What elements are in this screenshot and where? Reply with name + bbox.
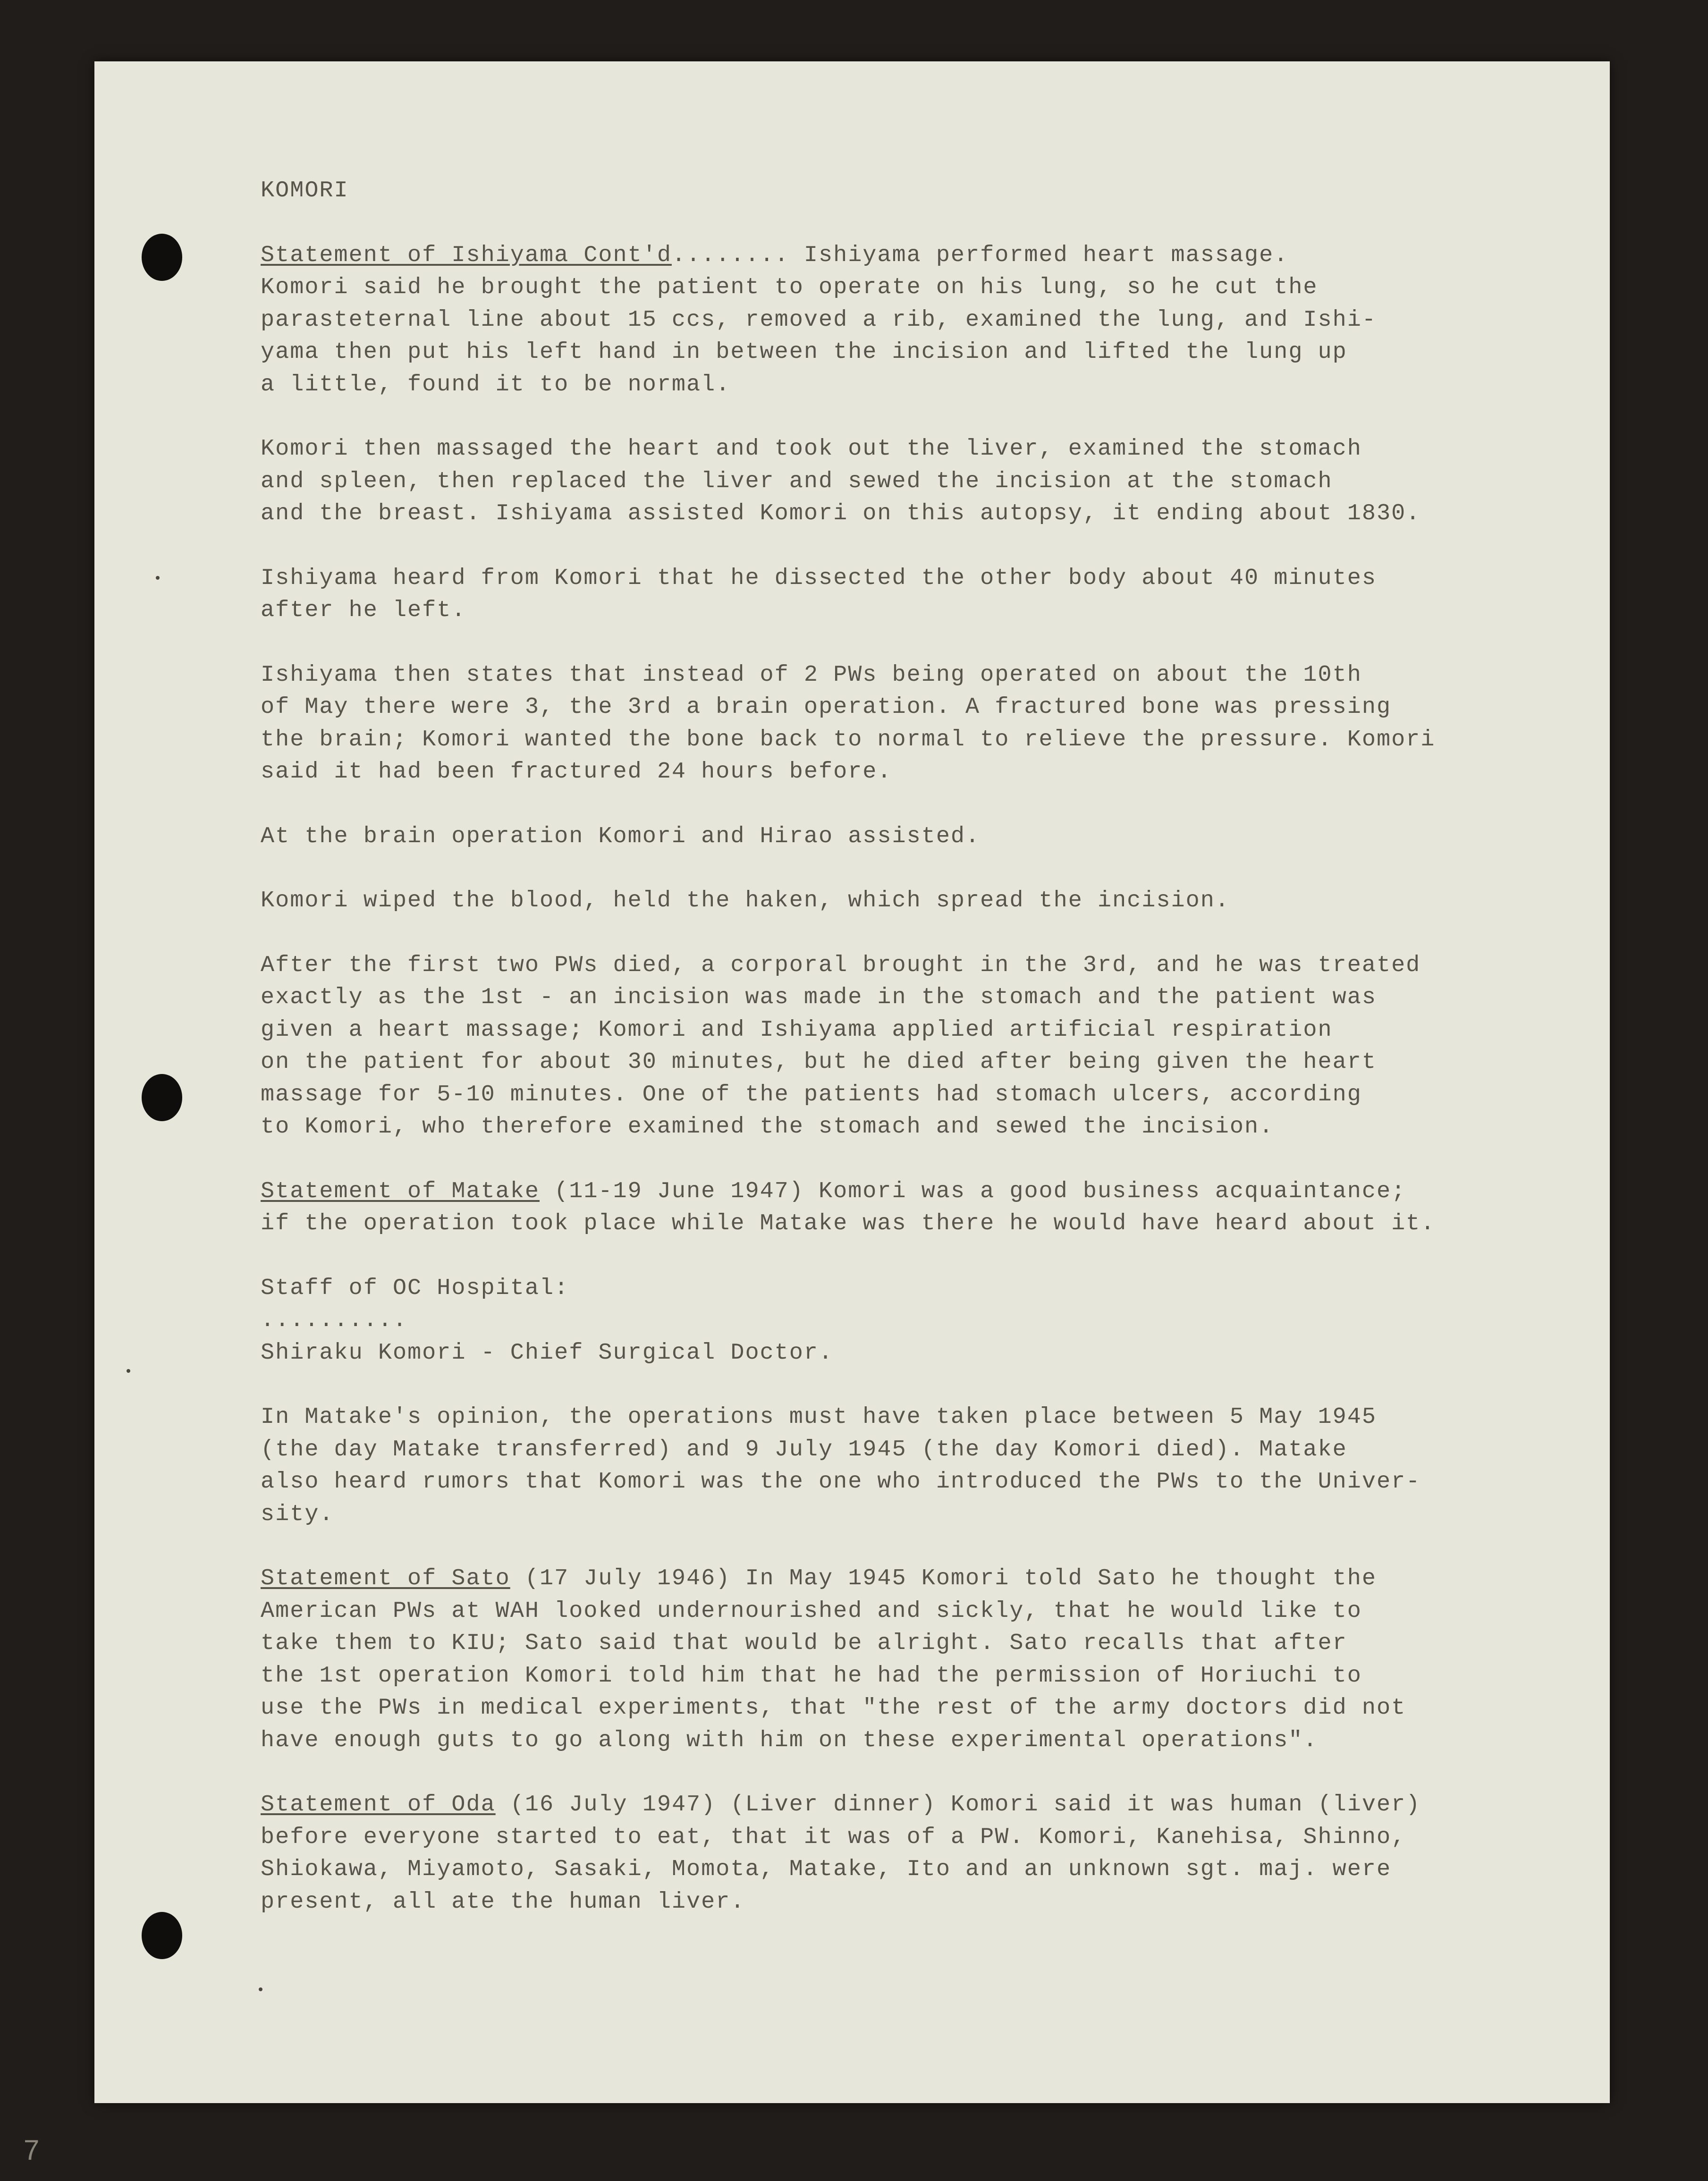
paragraph-ishiyama: Statement of Ishiyama Cont'd........ Ishiyama performed heart massage. Komori said he brought the patient to operate on his lung, so he cut the parasteternal line about 15 ccs, removed a rib, examined the lung, and Ishi- yama then put his left hand in between the incision and lifted the lung up a little, found it to be normal. <box>261 242 1377 397</box>
document-heading: KOMORI <box>261 178 349 203</box>
paragraph-sato: Statement of Sato (17 July 1946) In May 1945 Komori told Sato he thought the American PWs at WAH looked undernourished and sickly, that he would like to take them to KIU; Sato said that would be alright. Sato recalls that after the 1st operation Komori told him that he had the permission of Horiuchi to use the PWs in medical experiments, that "the rest of the army doctors did not have enough guts to go along with him on these experimental operations". <box>261 1565 1406 1753</box>
punch-hole <box>142 234 182 281</box>
paragraph-third-pw: After the first two PWs died, a corporal brought in the 3rd, and he was treated exactly as the 1st - an incision was made in the stomach and the patient was given a heart massage; Komori and Ishiyama applied artificial respiration on the patient for about 30 minutes, but he died after being given the heart massage for 5-10 minutes. One of the patients had stomach ulcers, according to Komori, who therefore examined the stomach and sewed the incision. <box>261 952 1421 1140</box>
document-text <box>261 175 1601 1950</box>
punch-hole <box>142 1074 182 1121</box>
section-title-sato: Statement of Sato <box>261 1565 510 1591</box>
section-title-ishiyama: Statement of Ishiyama Cont'd <box>261 242 672 268</box>
paragraph-haken: Komori wiped the blood, held the haken, which spread the incision. <box>261 888 1230 913</box>
paragraph-matake-opinion: In Matake's opinion, the operations must have taken place between 5 May 1945 (the day Matake transferred) and 9 July 1945 (the day Komori died). Matake also heard rumors that Komori was the one who introduced the PWs to the Univer- sity. <box>261 1404 1421 1527</box>
paragraph-staff: Staff of OC Hospital: .......... Shiraku Komori - Chief Surgical Doctor. <box>261 1275 834 1366</box>
paragraph-oda: Statement of Oda (16 July 1947) (Liver dinner) Komori said it was human (liver) before everyone started to eat, that it was of a PW. Komori, Kanehisa, Shinno, Shiokawa, Miyamoto, Sasaki, Momota, Matake, Ito and an unknown sgt. maj. were present, all ate the human liver. <box>261 1792 1421 1915</box>
section-title-oda: Statement of Oda <box>261 1792 496 1818</box>
section-title-matake: Statement of Matake <box>261 1178 540 1204</box>
punch-hole <box>142 1912 182 1959</box>
paragraph-autopsy: Komori then massaged the heart and took out the liver, examined the stomach and spleen, then replaced the liver and sewed the incision at the stomach and the breast. Ishiyama assisted Komori on this autopsy, it ending about 1830. <box>261 436 1421 526</box>
paragraph-brain-operation: Ishiyama then states that instead of 2 PWs being operated on about the 10th of May there were 3, the 3rd a brain operation. A fractured bone was pressing the brain; Komori wanted the bone back to normal to relieve the pressure. Komori said it had been fractured 24 hours before. <box>261 661 1436 785</box>
paper-speck <box>259 1987 262 1991</box>
paragraph-dissection: Ishiyama heard from Komori that he dissected the other body about 40 minutes after he left. <box>261 565 1377 623</box>
paragraph-assisted: At the brain operation Komori and Hirao assisted. <box>261 823 981 849</box>
corner-mark: 7 <box>24 2134 40 2166</box>
paper-speck <box>156 576 160 580</box>
paragraph-matake: Statement of Matake (11-19 June 1947) Komori was a good business acquaintance; if the operation took place while Matake was there he would have heard about it. <box>261 1178 1436 1236</box>
paper-speck <box>127 1369 130 1373</box>
